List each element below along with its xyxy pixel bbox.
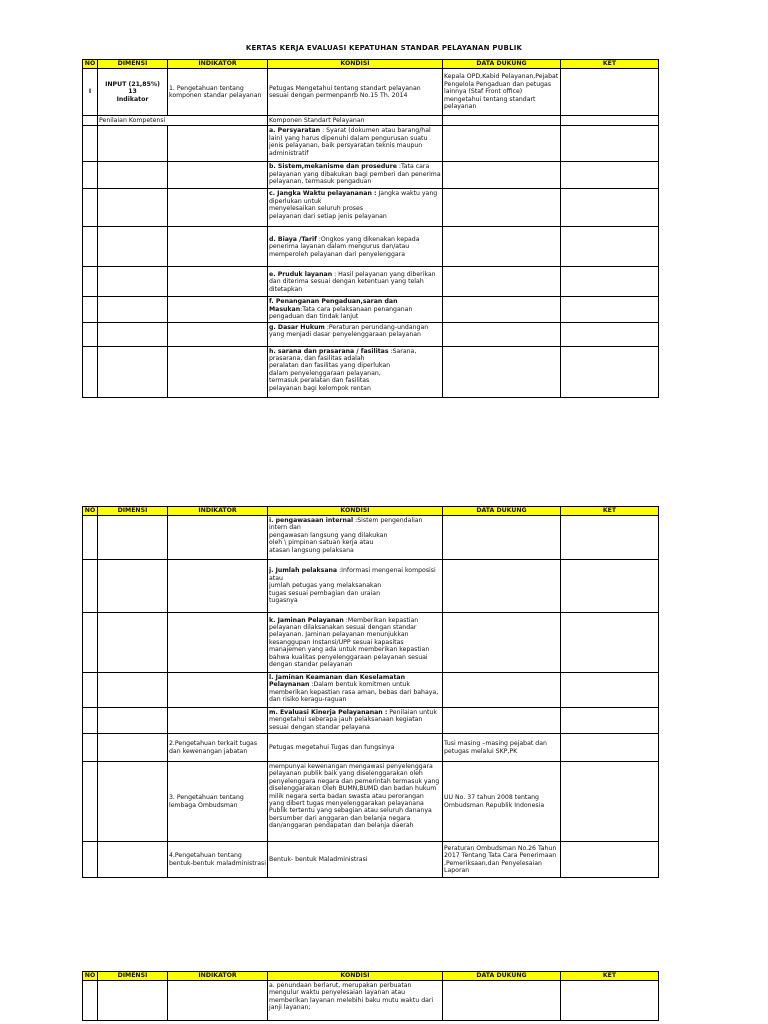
- table-row: [83, 227, 659, 267]
- data-dukung-cell: UU No. 37 tahun 2008 tentang Ombudsman Republik Indonesia: [443, 762, 561, 842]
- header-indikator: INDIKATOR: [168, 60, 268, 69]
- kondisi-item: m. Evaluasi Kinerja Pelayananan : Penilaian untuk mengetahui seberapa jauh pelaksanaan kegiatan sesuai dengan standar pelayana: [268, 708, 443, 734]
- evaluation-table-1: [82, 59, 659, 398]
- header-data-dukung: DATA DUKUNG: [443, 60, 561, 69]
- kondisi-item: i. pengawasaan internal :Sistem pengendalian intern dan pengawasan langsung yang dilakukan oleh \ pimpinan satuan kerja atau atasan langsung pelaksana: [268, 516, 443, 560]
- table-row: [83, 842, 659, 878]
- header-kondisi: KONDISI: [268, 972, 443, 981]
- header-ket: KET: [561, 507, 659, 516]
- document-title: KERTAS KERJA EVALUASI KEPATUHAN STANDAR PELAYANAN PUBLIK: [245, 44, 523, 52]
- ket-cell: [561, 69, 659, 116]
- table-row: [83, 516, 659, 560]
- header-indikator: INDIKATOR: [168, 972, 268, 981]
- header-data-dukung: DATA DUKUNG: [443, 972, 561, 981]
- kondisi-item: l. Jaminan Keamanan dan Keselamatan Pelaynanan :Dalam bentuk komitmen untuk memberikan kepastian rasa aman, bebas dari bahaya, dan risiko keragu-raguan: [268, 673, 443, 708]
- header-row: [83, 972, 659, 981]
- kondisi-item: k. Jaminan Pelayanan :Memberikan kepastian pelayanan dilaksanakan sesuai dengan standar pelayanan. Jaminan pelayanan menunjukkan kesanggupan Instansi/UPP sesuai kapasitas manajemen yang ada untuk memberikan kepastian bahwa kualitas penyelenggaraan pelayanan sesuai dengan standar pelayanan: [268, 613, 443, 673]
- table-row: [83, 613, 659, 673]
- data-dukung-cell: Kepala OPD,Kabid Pelayanan,Pejabat Pengelola Pengaduan dan petugas lainnya (Staf Front office) mengetahui tentang standart pelayanan: [443, 69, 561, 116]
- table-row: [83, 762, 659, 842]
- kondisi-cell: Bentuk- bentuk Maladministrasi: [268, 842, 443, 878]
- evaluation-table-2: [82, 506, 659, 878]
- table-row: [83, 346, 659, 397]
- data-dukung-cell: [443, 116, 561, 126]
- dimensi-count: 13: [128, 88, 137, 96]
- header-dimensi: DIMENSI: [98, 507, 168, 516]
- header-no: NO: [83, 60, 98, 69]
- kondisi-item: j. Jumlah pelaksana :Informasi mengenai komposisi atau jumlah petugas yang melaksanakan tugas sesuai pembagian dan uraian tugasnya: [268, 560, 443, 613]
- kondisi-cell: Komponen Standart Pelayanan: [268, 116, 443, 126]
- ket-cell: [561, 116, 659, 126]
- table-row: [83, 69, 659, 116]
- dimensi-cell: [98, 69, 168, 116]
- data-dukung-cell: Tusi masing –masing pejabat dan petugas melalui SKP,PK: [443, 734, 561, 762]
- dimensi-cell: Penilaian Kompetensi: [98, 116, 268, 126]
- data-dukung-cell: Peraturan Ombudsman No.26 Tahun 2017 Tentang Tata Cara Penerimaan ,Pemeriksaan,dan Penyelesaian Laporan: [443, 842, 561, 878]
- kondisi-item: h. sarana dan prasarana / fasilitas :Sarana, prasarana, dan fasilitas adalah peralatan dan fasilitas yang diperlukan dalam penyelenggaraan pelayanan, termasuk peralatan dan fasilitas pelayanan bagi kelompok rentan: [268, 346, 443, 397]
- header-ket: KET: [561, 60, 659, 69]
- header-no: NO: [83, 972, 98, 981]
- kondisi-item: c. Jangka Waktu pelayananan : Jangka waktu yang diperlukan untuk menyelesaikan seluruh proses pelayanan dari setiap jenis pelayanan: [268, 189, 443, 227]
- indikator-cell: 1. Pengetahuan tentang komponen standar pelayanan: [168, 69, 268, 116]
- kondisi-item: f. Penanganan Pengaduan,saran dan Masukan:Tata cara pelaksanaan penanganan pengaduan dan tindak lanjut: [268, 297, 443, 322]
- table-row: [83, 981, 659, 1021]
- table-row: [83, 162, 659, 189]
- kondisi-item: a. Persyaratan : Syarat (dokumen atau barang/hal lain) yang harus dipenuhi dalam pengurusan suatu jenis pelayanan, baik persyaratan teknis maupun administratif: [268, 126, 443, 162]
- row-number: I: [83, 69, 98, 116]
- indikator-cell: 3. Pengetahuan tentang lembaga Ombudsman: [168, 762, 268, 842]
- dimensi-sub: Indikator: [116, 95, 149, 103]
- header-dimensi: DIMENSI: [98, 60, 168, 69]
- kondisi-cell: a. penundaan berlarut, merupakan perbuatan mengulur waktu penyelesaian layanan atau memberikan layanan melebihi baku mutu waktu dari janji layanan;: [268, 981, 443, 1021]
- header-no: NO: [83, 507, 98, 516]
- header-ket: KET: [561, 972, 659, 981]
- header-indikator: INDIKATOR: [168, 507, 268, 516]
- header-data-dukung: DATA DUKUNG: [443, 507, 561, 516]
- row-number: [83, 116, 98, 126]
- table-row: [83, 673, 659, 708]
- indikator-cell: 4.Pengetahuan tentang bentuk-bentuk maladministrasi: [168, 842, 268, 878]
- table-row: [83, 560, 659, 613]
- kondisi-cell: mempunyai kewenangan mengawasi penyelenggara pelayanan publik baik yang diselenggarakan oleh penyelenggara negara dan pemerintah termasuk yang diselenggarakan Oleh BUMN,BUMD dan badan hukum milik negara serta badan swasta atau perorangan yang dibert tugas menyelenggarakan pelayanana Publik tertentu yang sebagian atau seluruh dananya bersumber dari anggaran dan belanja negara dan/anggaran pendapatan dan belanja daerah: [268, 762, 443, 842]
- header-kondisi: KONDISI: [268, 60, 443, 69]
- table-row: [83, 126, 659, 162]
- table-row: [83, 708, 659, 734]
- table-row: [83, 734, 659, 762]
- kondisi-item: e. Pruduk layanan : Hasil pelayanan yang diberikan dan diterima sesuai dengan ketentuan yang telah ditetapkan: [268, 267, 443, 297]
- table-row: [83, 322, 659, 346]
- table-row: [83, 116, 659, 126]
- kondisi-cell: Petugas megetahui Tugas dan fungsinya: [268, 734, 443, 762]
- dimensi-title: INPUT (21,85%): [105, 80, 160, 88]
- table-row: [83, 267, 659, 297]
- table-row: [83, 297, 659, 322]
- header-kondisi: KONDISI: [268, 507, 443, 516]
- header-row: [83, 507, 659, 516]
- header-dimensi: DIMENSI: [98, 972, 168, 981]
- kondisi-cell: Petugas Mengetahui tentang standart pelayanan sesuai dengan permenpanrb No.15 Th. 2014: [268, 69, 443, 116]
- evaluation-table-3: [82, 971, 659, 1021]
- kondisi-item: d. Biaya /Tarif :Ongkos yang dikenakan kepada penerima layanan dalam mengurus dan/atau memperoleh pelayanan dari penyelenggara: [268, 227, 443, 267]
- indikator-cell: 2.Pengetahuan terkait tugas dan kewenangan jabatan: [168, 734, 268, 762]
- table-row: [83, 189, 659, 227]
- kondisi-item: g. Dasar Hukum :Peraturan perundang-undangan yang menjadi dasar penyelenggaraan pelayanan: [268, 322, 443, 346]
- kondisi-item: b. Sistem,mekanisme dan prosedure :Tata cara pelayanan yang dibakukan bagi pemberi dan penerima pelayanan, termasuk pengaduan: [268, 162, 443, 189]
- header-row: [83, 60, 659, 69]
